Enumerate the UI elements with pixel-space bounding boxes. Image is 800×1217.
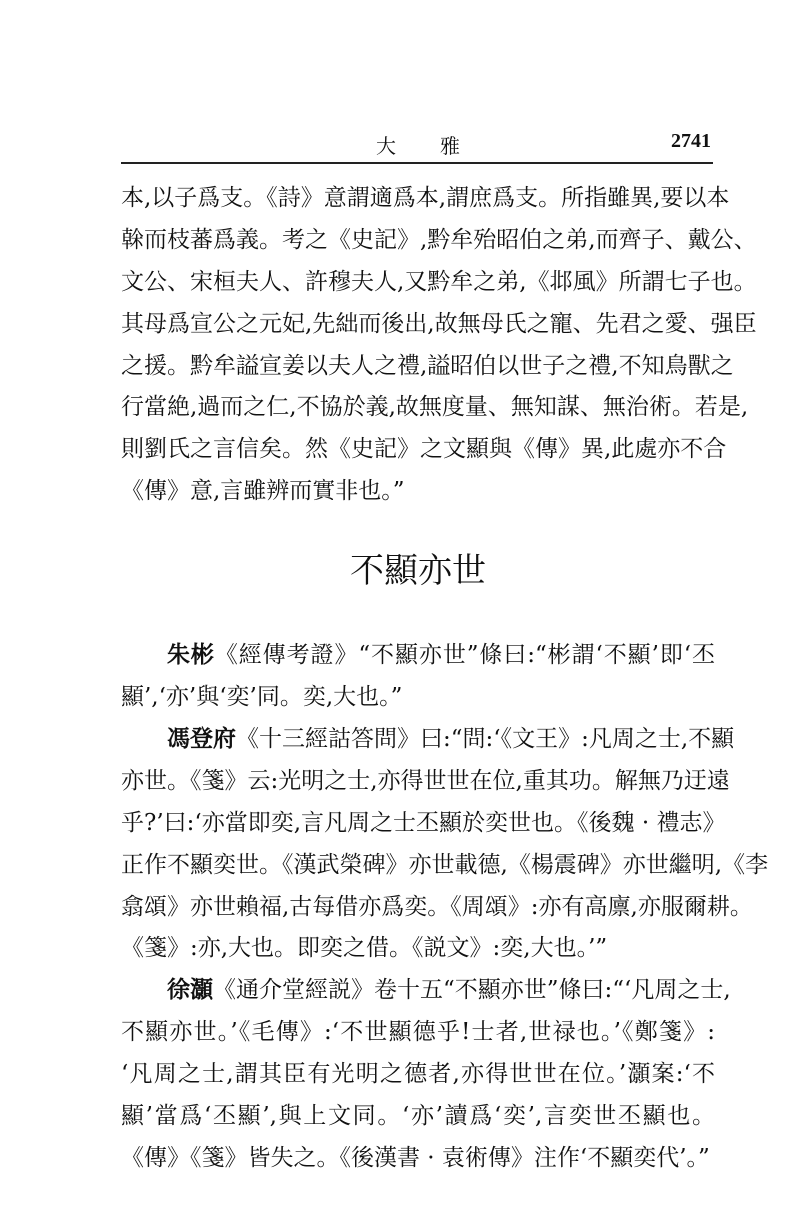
text-line: 《傳》《箋》皆失之。《後漢書 · 袁術傳》注作‘不顯奕代’。” <box>121 1144 710 1171</box>
text-line <box>121 637 715 673</box>
author-name: 馮登府 <box>167 725 236 753</box>
text-fragment: 《通介堂經説》卷十五“不顯亦世”條曰:“‘凡周之士, <box>213 977 731 1004</box>
text-line: 顯’當爲‘丕顯’,與上文同。‘亦’讀爲‘奕’,言奕世丕顯也。 <box>121 1103 715 1130</box>
text-line: 亦世。《箋》云:光明之士,亦得世世在位,重其功。解無乃迂遠 <box>121 767 730 794</box>
paragraph-continuation <box>121 180 757 509</box>
running-title: 大雅 <box>376 134 504 158</box>
text-line: 乎?’曰:‘亦當即奕,言凡周之士丕顯於奕世也。《後魏 · 禮志》 <box>121 809 726 836</box>
entry-xu-hao <box>121 972 731 1176</box>
text-line <box>121 721 735 757</box>
author-name: 徐灝 <box>167 976 213 1004</box>
text-line: 顯’,‘亦’與‘奕’同。奕,大也。” <box>121 684 403 711</box>
text-line: 《箋》:亦,大也。即奕之借。《説文》:奕,大也。’” <box>121 935 608 962</box>
text-line: ‘凡周之士,謂其臣有光明之德者,亦得世世在位。’灝案:‘不 <box>121 1061 715 1088</box>
text-fragment: 《經傳考證》“不顯亦世”條曰:“彬謂‘不顯’即‘丕 <box>214 642 715 669</box>
page-number: 2741 <box>671 130 711 152</box>
page-header <box>121 118 713 164</box>
text-line: 不顯亦世。’《毛傳》:‘不世顯德乎!士者,世禄也。’《鄭箋》: <box>121 1019 715 1046</box>
section-title: 不顯亦世 <box>350 551 486 592</box>
entry-zhu-bin <box>121 637 715 715</box>
text-line: 其母爲宣公之元妃,先絀而後出,故無母氏之寵、先君之愛、强臣 <box>121 310 757 337</box>
entry-feng-dengfu <box>121 721 769 966</box>
text-line: 《傳》意,言雖辨而實非也。” <box>121 478 405 505</box>
author-name: 朱彬 <box>167 641 215 669</box>
text-line: 文公、宋桓夫人、許穆夫人,又黔牟之弟,《邶風》所謂七子也。 <box>121 268 757 295</box>
text-line: 翕頌》亦世賴福,古每借亦爲奕。《周頌》:亦有高廪,亦服爾耕。 <box>121 893 753 920</box>
text-line: 之援。黔牟謚宣姜以夫人之禮,謚昭伯以世子之禮,不知鳥獸之 <box>121 352 734 379</box>
page-body <box>121 180 769 1182</box>
text-fragment: 《十三經詁答問》曰:“問:‘《文王》:凡周之士,不顯 <box>236 726 735 753</box>
text-line <box>121 972 731 1008</box>
text-line: 榦而枝蕃爲義。考之《史記》,黔牟殆昭伯之弟,而齊子、戴公、 <box>121 226 757 253</box>
text-line: 正作不顯奕世。《漢武榮碑》亦世載德,《楊震碑》亦世繼明,《李 <box>121 851 769 878</box>
text-line: 行當絶,過而之仁,不協於義,故無度量、無知謀、無治術。若是, <box>121 394 749 421</box>
text-line: 本,以子爲支。《詩》意謂適爲本,謂庶爲支。所指雖異,要以本 <box>121 185 730 211</box>
text-line: 則劉氏之言信矣。然《史記》之文顯與《傳》異,此處亦不合 <box>121 436 727 463</box>
